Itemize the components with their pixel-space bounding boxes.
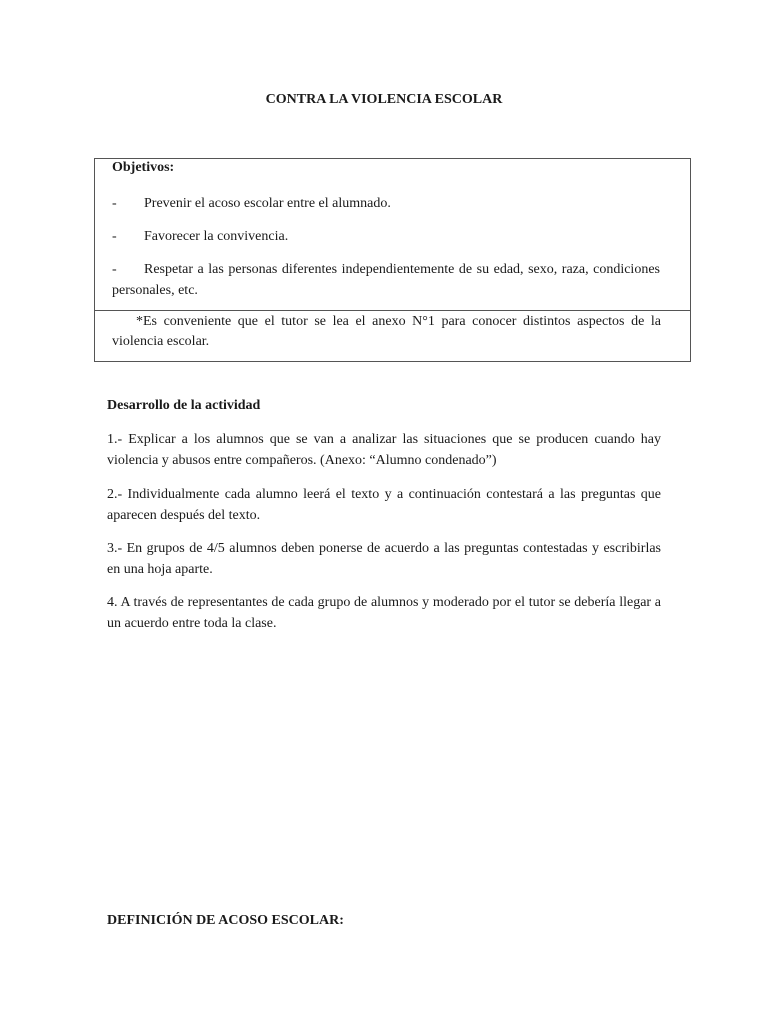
- activity-heading: Desarrollo de la actividad: [107, 398, 261, 413]
- activity-step: 1.- Explicar a los alumnos que se van a analizar las situaciones que se producen cuando hay violencia y abusos entre compañeros. (Anexo: “Alumno condenado”): [107, 432, 661, 468]
- objective-text: Favorecer la convivencia.: [144, 229, 289, 244]
- objective-item: [112, 226, 660, 247]
- bullet-dash: -: [112, 196, 117, 211]
- bullet-dash: -: [112, 229, 117, 244]
- activity-step: 3.- En grupos de 4/5 alumnos deben ponerse de acuerdo a las preguntas contestadas y escribirlas en una hoja aparte.: [107, 541, 661, 577]
- objective-item: [112, 259, 660, 301]
- document-title: CONTRA LA VIOLENCIA ESCOLAR: [265, 92, 503, 107]
- activity-step: 2.- Individualmente cada alumno leerá el texto y a continuación contestará a las preguntas que aparecen después del texto.: [107, 487, 661, 523]
- objective-text: Respetar a las personas diferentes independientemente de su edad, sexo, raza, condiciones personales, etc.: [112, 262, 660, 298]
- objectives-box: [94, 158, 691, 362]
- tutor-note: *Es conveniente que el tutor se lea el anexo N°1 para conocer distintos aspectos de la violencia escolar.: [112, 314, 661, 349]
- activity-step: 4. A través de representantes de cada grupo de alumnos y moderado por el tutor se debería llegar a un acuerdo entre toda la clase.: [107, 595, 661, 631]
- objective-item: [112, 193, 660, 214]
- definition-heading: DEFINICIÓN DE ACOSO ESCOLAR:: [107, 913, 344, 928]
- objective-text: Prevenir el acoso escolar entre el alumnado.: [144, 196, 391, 211]
- objectives-heading: Objetivos:: [112, 160, 175, 175]
- bullet-dash: -: [112, 262, 117, 277]
- objectives-section: [95, 159, 690, 311]
